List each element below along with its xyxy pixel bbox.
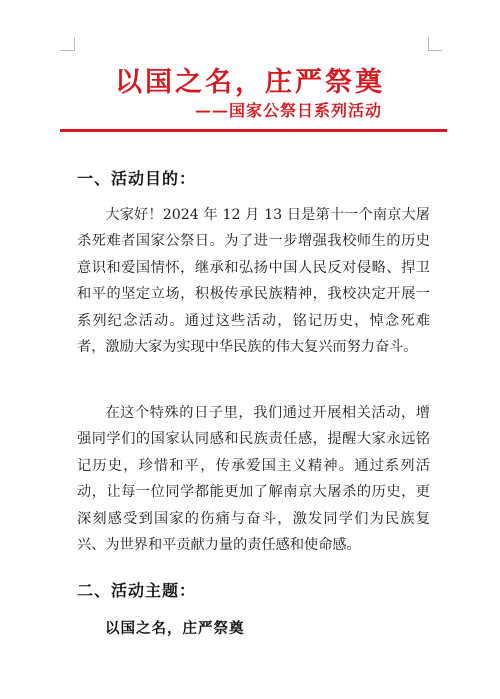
crop-mark-top-left-v	[74, 37, 75, 51]
crop-mark-top-right	[428, 50, 442, 51]
paragraph-purpose-1: 大家好！2024 年 12 月 13 日是第十一个南京大屠杀死难者国家公祭日。为了进一步增强我校师生的历史意识和爱国情怀，继承和弘扬中国人民反对侵略、捍卫和平的坚定立场，积极传承民族精神，我校决定开展一系列纪念活动。通过这些活动，铭记历史，悼念死难者，激励大家为实现中华民族的伟大复兴而努力奋斗。	[77, 207, 430, 356]
section-heading-purpose: 一、活动目的：	[77, 169, 197, 188]
document-subtitle: ——国家公祭日系列活动	[194, 101, 382, 120]
theme-text: 以国之名，庄严祭奠	[105, 621, 245, 637]
paragraph-purpose-2: 在这个特殊的日子里，我们通过开展相关活动，增强同学们的国家认同感和民族责任感，提醒大家永远铭记历史，珍惜和平，传承爱国主义精神。通过系列活动，让每一位同学都能更加了解南京大屠杀的历史，更深刻感受到国家的伤痛与奋斗，激发同学们为民族复兴、为世界和平贡献力量的责任感和使命感。	[77, 405, 430, 554]
crop-mark-top-left	[60, 50, 74, 51]
section-heading-theme: 二、活动主题：	[77, 581, 197, 600]
document-title: 以国之名，庄严祭奠	[115, 67, 385, 98]
title-divider	[60, 129, 447, 132]
crop-mark-top-right-v	[428, 37, 429, 51]
